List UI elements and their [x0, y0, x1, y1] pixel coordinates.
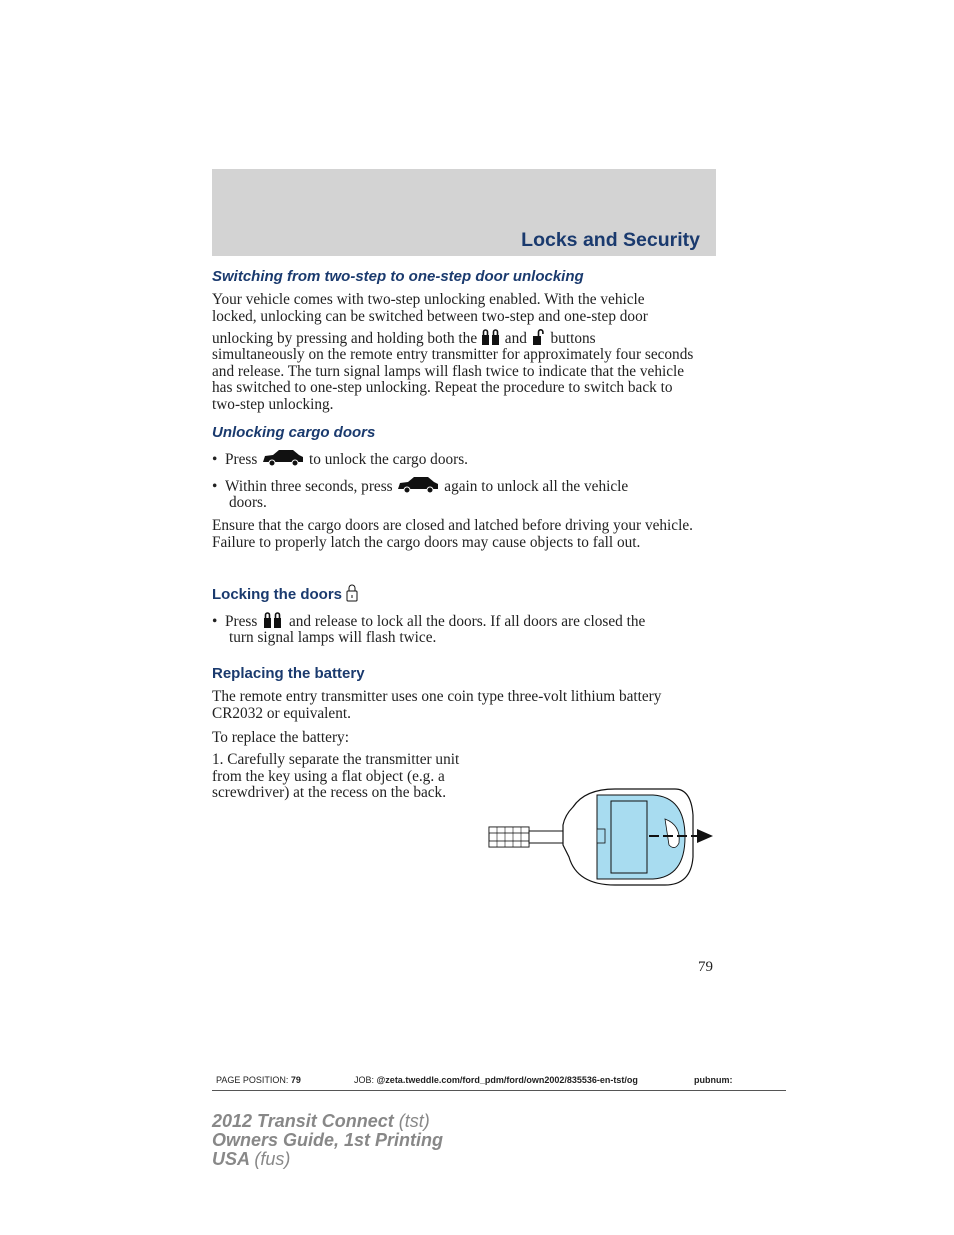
footer-divider [212, 1090, 786, 1091]
document-id-block [212, 1112, 443, 1169]
job-label: JOB: [354, 1075, 375, 1085]
heading-locking-doors [212, 584, 358, 606]
heading-replacing-battery: Replacing the battery [212, 665, 365, 682]
page-section-title: Locks and Security [521, 229, 700, 251]
doc-market-code: (fus) [254, 1149, 291, 1169]
section-header-band [212, 169, 716, 256]
footer-pubnum [694, 1075, 733, 1085]
heading-two-step: Switching from two-step to one-step door unlocking [212, 268, 584, 285]
battery-step-1: 1. Carefully separate the transmitter unit from the key using a flat object (e.g. a screwdriver) at the recess on the back. [212, 751, 460, 802]
job-value: @zeta.tweddle.com/ford_pdm/ford/own2002/835536-en-tst/og [376, 1075, 638, 1085]
doc-model-code: (tst) [398, 1111, 430, 1131]
footer-page-position [216, 1075, 301, 1085]
section1-line3a: unlocking by pressing and holding both the [212, 329, 478, 347]
section1-line3b: and [504, 329, 527, 347]
section1-rest: simultaneously on the remote entry transmitter for approximately four seconds and release. The turn signal lamps will flash twice to indicate that the vehicle has switched to one-step unlocking. Repeat the procedure to switch back to two-step unlocking. [212, 346, 694, 413]
heading-unlocking-cargo: Unlocking cargo doors [212, 424, 376, 441]
lock-outline-icon [346, 584, 358, 606]
section1-line2: locked, unlocking can be switched between two-step and one-step door [212, 308, 648, 325]
cargo-van-icon [396, 476, 440, 499]
page-position-value: 79 [290, 1075, 301, 1085]
cargo-bullet-1a: Press [225, 450, 258, 468]
cargo-bullet-2c: doors. [229, 494, 267, 511]
cargo-para: Ensure that the cargo doors are closed and latched before driving your vehicle. Failure to properly latch the cargo doors may cause objects to fall out. [212, 517, 693, 551]
locking-bullet-1c: turn signal lamps will flash twice. [229, 629, 437, 646]
cargo-bullet-2 [212, 476, 716, 499]
cargo-bullet-2b: again to unlock all the vehicle [444, 477, 629, 495]
battery-para-1: The remote entry transmitter uses one coin type three-volt lithium battery CR2032 or equivalent. [212, 688, 662, 722]
locking-bullet-1b: and release to lock all the doors. If all doors are closed the [288, 612, 646, 630]
cargo-bullet-2a: Within three seconds, press [225, 477, 393, 495]
battery-para-2: To replace the battery: [212, 729, 349, 746]
cargo-bullet-1 [212, 449, 716, 472]
doc-market: USA [212, 1149, 250, 1169]
doc-id-line-1 [212, 1112, 443, 1131]
cargo-van-icon [261, 449, 305, 472]
pubnum-label: pubnum: [694, 1075, 733, 1085]
section1-line3c: buttons [550, 329, 596, 347]
locking-bullet-1a: Press [225, 612, 258, 630]
bullet-dot: • [212, 450, 226, 468]
bullet-dot: • [212, 612, 226, 630]
doc-id-line-3 [212, 1150, 443, 1169]
bullet-dot: • [212, 477, 226, 495]
doc-model: 2012 Transit Connect [212, 1111, 394, 1131]
cargo-bullet-1b: to unlock the cargo doors. [308, 450, 468, 468]
transmitter-illustration [485, 785, 717, 894]
locking-heading-text: Locking the doors [212, 585, 343, 603]
page-number: 79 [698, 959, 713, 975]
section1-line1: Your vehicle comes with two-step unlocking enabled. With the vehicle [212, 291, 645, 308]
footer-job [354, 1075, 638, 1085]
doc-id-line-2: Owners Guide, 1st Printing [212, 1130, 444, 1150]
page-position-label: PAGE POSITION: [216, 1075, 289, 1085]
